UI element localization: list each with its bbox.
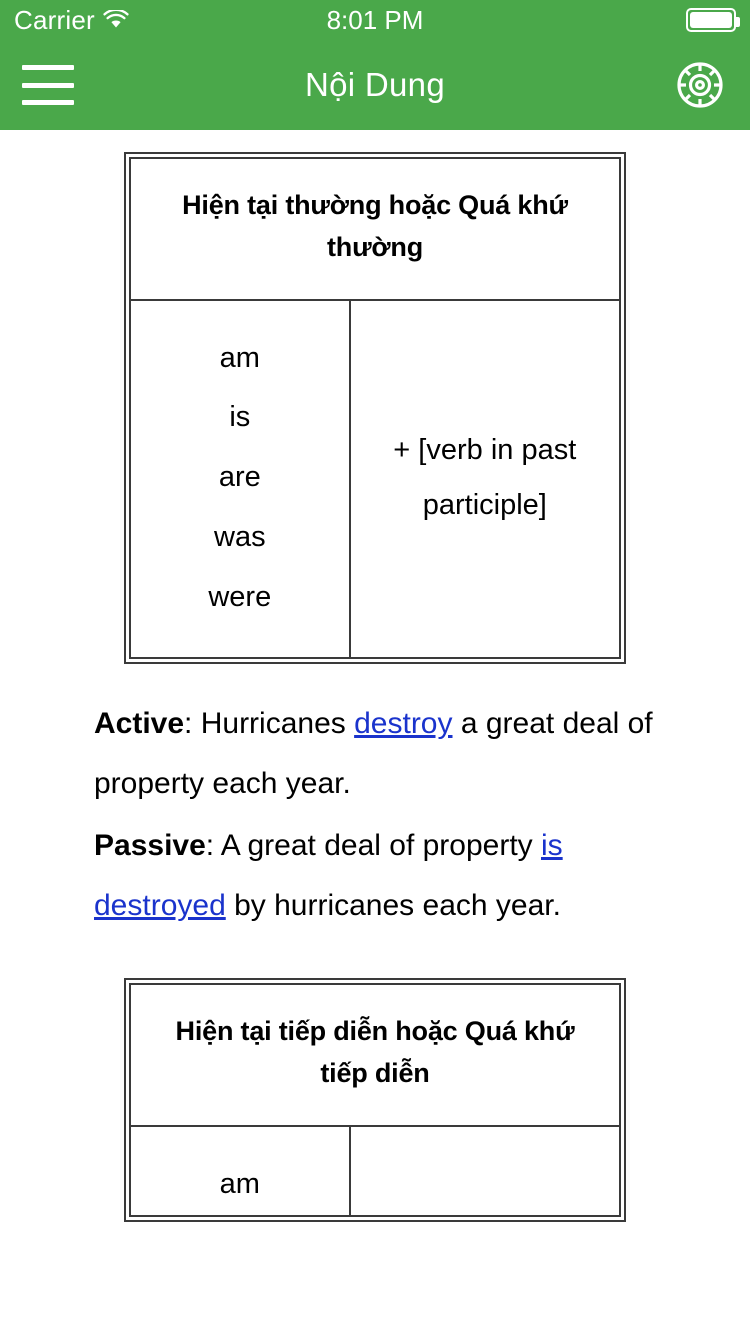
active-verb-link[interactable]: destroy: [354, 707, 453, 741]
active-sentence: [94, 694, 656, 814]
status-bar-right: [686, 8, 736, 32]
verb-item: am: [219, 1168, 260, 1201]
active-label: Active: [94, 707, 185, 741]
table-1-formula: + [verb in past participle]: [393, 433, 577, 522]
verb-item: was: [214, 520, 266, 553]
active-text-1: : Hurricanes: [184, 707, 355, 741]
table-2-formula: [351, 1127, 619, 1215]
navigation-bar: [0, 40, 750, 130]
carrier-label: Carrier: [14, 4, 95, 35]
hamburger-menu-icon[interactable]: [22, 65, 74, 105]
passive-sentence: [94, 816, 656, 936]
table-1-header: Hiện tại thường hoặc Quá khứ thường: [131, 159, 619, 301]
verb-item: am: [219, 341, 260, 374]
passive-label: Passive: [94, 829, 206, 863]
grammar-table-1: [124, 152, 626, 664]
example-sentences: [94, 694, 656, 936]
verb-item: is: [229, 401, 251, 434]
active-text-2: a great deal of property each year.: [94, 707, 653, 801]
verb-item: were: [208, 580, 272, 613]
passive-text-2: by hurricanes each year.: [225, 889, 561, 923]
passive-text-1: : A great deal of property: [205, 829, 541, 863]
table-2-verb-list: [131, 1127, 351, 1215]
status-bar: [0, 0, 750, 40]
table-1-verb-list: [131, 301, 351, 658]
battery-full-icon: [686, 8, 736, 32]
page-title: Nội Dung: [305, 66, 445, 103]
gear-icon[interactable]: [672, 57, 728, 113]
content-area: [0, 152, 750, 1222]
verb-item: are: [218, 461, 261, 494]
grammar-table-2: [124, 978, 626, 1221]
passive-verb-link[interactable]: is destroyed: [94, 829, 563, 923]
status-time: 8:01 PM: [326, 4, 424, 35]
table-2-header: Hiện tại tiếp diễn hoặc Quá khứ tiếp diễn: [131, 985, 619, 1127]
